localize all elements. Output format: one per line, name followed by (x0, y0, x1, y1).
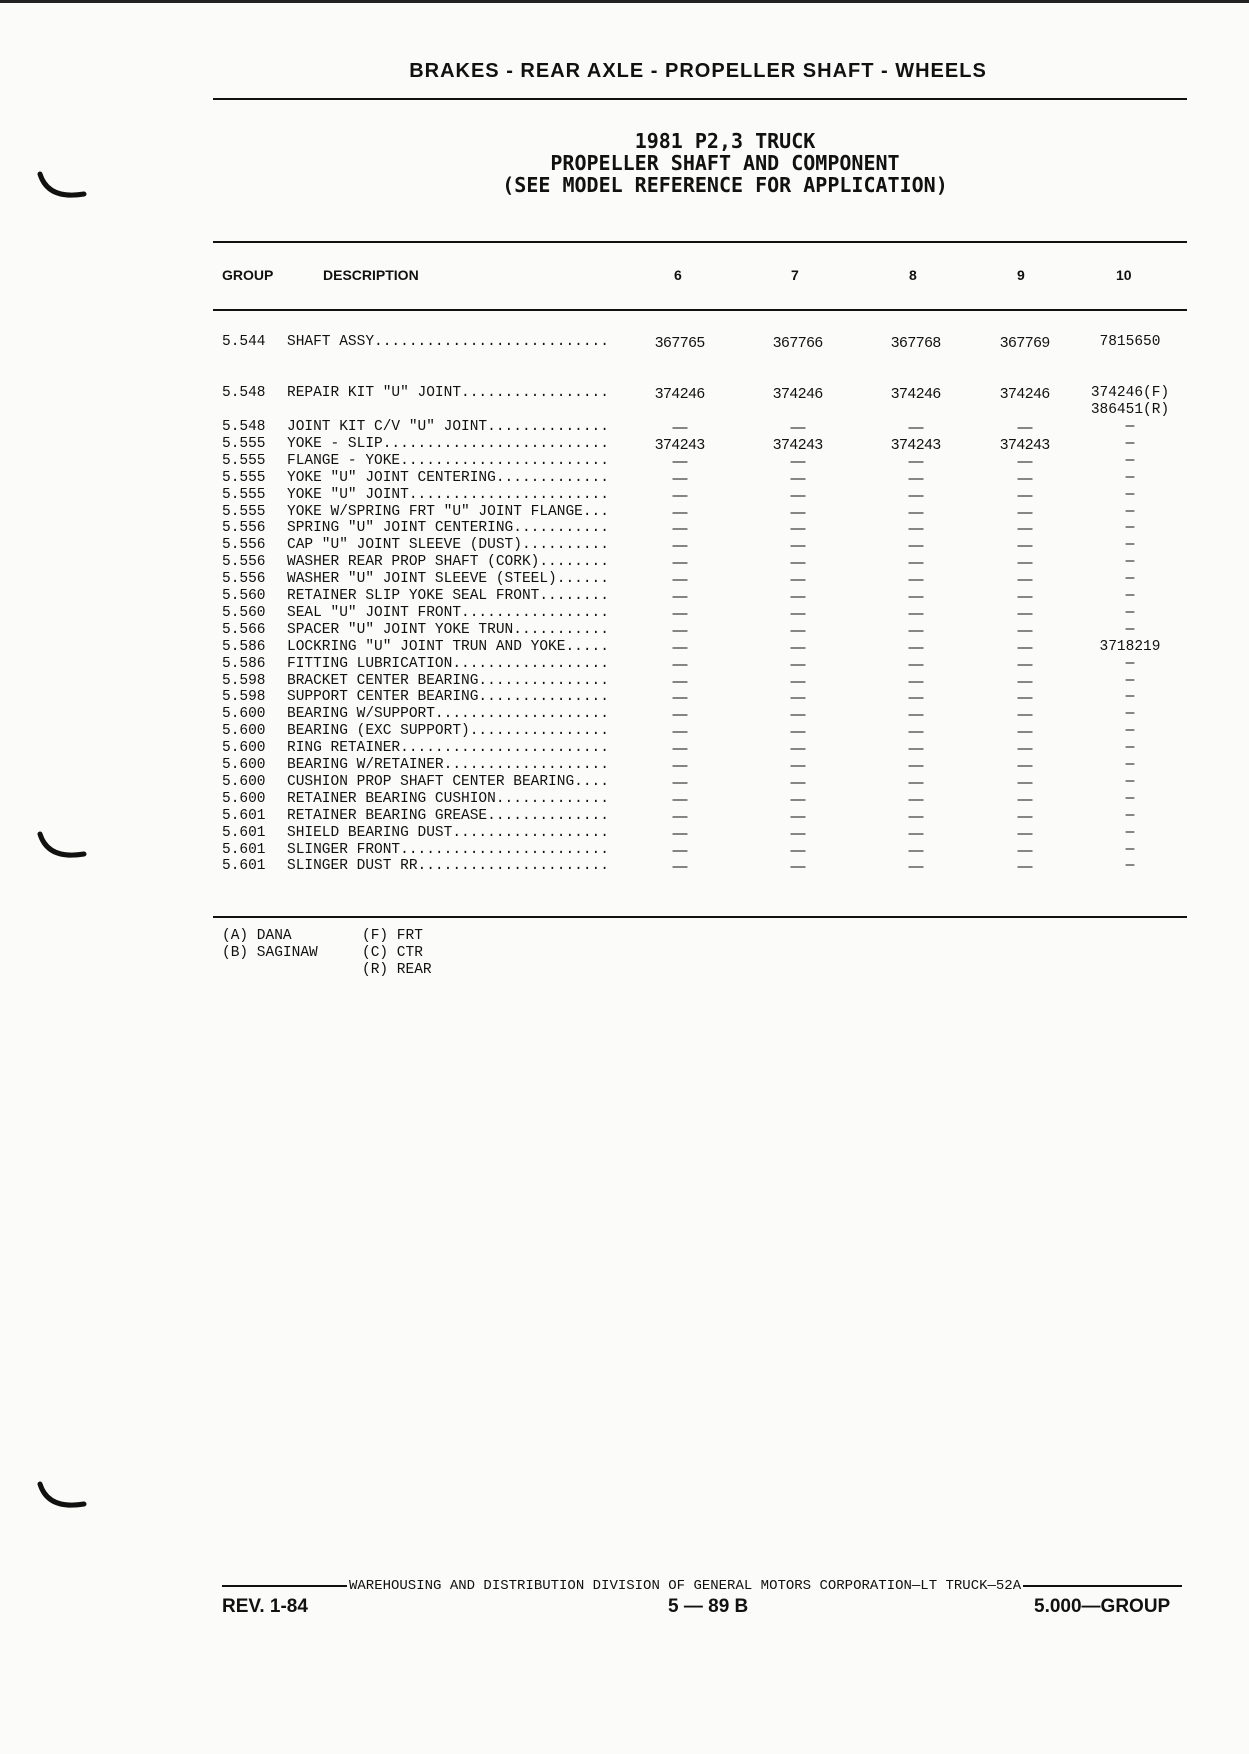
row-description: SLINGER FRONT........................ (287, 841, 609, 858)
row-part-number-col-6: — (672, 773, 688, 791)
row-part-number-col-8: — (908, 655, 924, 673)
table-row (0, 740, 1249, 757)
row-part-number-col-8: — (908, 740, 924, 758)
page-title-block (300, 130, 1150, 196)
row-description: SHIELD BEARING DUST.................. (287, 824, 609, 841)
row-part-number-col-9: — (1017, 773, 1033, 791)
row-part-number-col-8: — (908, 604, 924, 622)
row-part-number-col-9: 367769 (999, 334, 1051, 351)
row-part-number-col-8: — (908, 773, 924, 791)
row-part-number-col-8: — (908, 520, 924, 538)
row-part-number-col-7: — (790, 520, 806, 538)
row-part-number-col-6: — (672, 486, 688, 504)
footer-page-number: 5 — 89 B (668, 1596, 749, 1617)
col-header-6: 6 (674, 267, 682, 283)
row-part-number-col-7: — (790, 486, 806, 504)
row-part-number-col-10: — (1125, 486, 1135, 503)
row-part-number-col-7: — (790, 672, 806, 690)
row-part-number-col-6: — (672, 638, 688, 656)
row-group-code: 5.555 (222, 452, 266, 469)
row-part-number-col-10: 374246(F) (1090, 385, 1170, 401)
col-header-description: DESCRIPTION (323, 267, 419, 283)
table-row (0, 689, 1249, 706)
row-part-number-col-7: — (790, 571, 806, 589)
row-part-number-col-9: — (1017, 554, 1033, 572)
row-part-number-col-9: — (1017, 689, 1033, 707)
row-part-number-col-7: 374243 (772, 435, 824, 453)
row-part-number-col-10: — (1125, 757, 1135, 773)
footnotes-left (222, 928, 318, 962)
title-line-1: 1981 P2,3 TRUCK (634, 129, 816, 153)
row-part-number-col-6: 367765 (654, 334, 706, 351)
row-group-code: 5.555 (222, 469, 266, 486)
row-part-number-col-7: — (790, 773, 806, 791)
table-row (0, 774, 1249, 791)
row-part-number-col-6: — (672, 841, 688, 859)
row-part-number-col-6: 374243 (654, 435, 706, 453)
row-part-number-col-10: — (1125, 571, 1135, 588)
row-part-number-col-9: — (1017, 638, 1033, 656)
col-header-8: 8 (909, 267, 917, 283)
row-part-number-col-10: — (1125, 621, 1135, 638)
row-group-code: 5.600 (222, 773, 266, 790)
table-row (0, 605, 1249, 622)
row-group-code: 5.600 (222, 790, 266, 807)
table-row (0, 723, 1249, 740)
table-row (0, 842, 1249, 859)
row-part-number-col-8: — (908, 689, 924, 707)
row-group-code: 5.601 (222, 841, 266, 858)
row-group-code: 5.560 (222, 588, 266, 604)
footnote: (A) DANA (222, 928, 292, 944)
row-part-number-col-9: — (1017, 807, 1033, 825)
row-description: SHAFT ASSY........................... (287, 334, 609, 350)
row-part-number-col-7: — (790, 807, 806, 825)
row-part-number-col-8: — (908, 841, 924, 859)
row-group-code: 5.548 (222, 385, 266, 401)
row-description: BEARING W/RETAINER................... (287, 757, 609, 773)
row-part-number-col-7: — (790, 588, 806, 605)
row-description: FITTING LUBRICATION.................. (287, 655, 609, 672)
row-part-number-col-6: — (672, 469, 688, 487)
row-part-number-col-6: — (672, 706, 688, 724)
row-part-number-col-9: — (1017, 706, 1033, 724)
table-bottom-rule (213, 916, 1187, 918)
col-header-group: GROUP (222, 267, 274, 283)
row-part-number-col-8: 367768 (890, 334, 942, 351)
row-part-number-col-6: — (672, 419, 688, 436)
row-part-number-col-6: 374246 (654, 385, 706, 402)
row-group-code: 5.600 (222, 706, 266, 723)
row-group-code: 5.555 (222, 435, 266, 452)
row-part-number-col-10: — (1125, 554, 1135, 571)
row-description: SUPPORT CENTER BEARING............... (287, 689, 609, 706)
row-part-number-col-8: 374246 (890, 385, 942, 402)
col-header-7: 7 (791, 267, 799, 283)
table-row (0, 656, 1249, 673)
row-part-number-col-8: — (908, 419, 924, 436)
row-part-number-col-10: — (1125, 672, 1135, 689)
row-part-number-col-10: — (1125, 588, 1135, 604)
row-part-number-col-8: — (908, 824, 924, 842)
row-part-number-col-6: — (672, 571, 688, 589)
row-part-number-col-7: — (790, 503, 806, 521)
row-description: YOKE "U" JOINT CENTERING............. (287, 469, 609, 486)
row-group-code: 5.601 (222, 824, 266, 841)
row-part-number-col-6: — (672, 858, 688, 876)
row-part-number-col-9: — (1017, 588, 1033, 605)
row-part-number-col-8: — (908, 723, 924, 741)
row-part-number-col-6: — (672, 588, 688, 605)
row-part-number-col-10: — (1125, 419, 1135, 435)
table-row (0, 470, 1249, 487)
header-rule (213, 98, 1187, 100)
table-row (0, 858, 1249, 875)
row-description: SPACER "U" JOINT YOKE TRUN........... (287, 621, 609, 638)
row-description: FLANGE - YOKE........................ (287, 452, 609, 469)
table-row (0, 791, 1249, 808)
row-group-code: 5.560 (222, 604, 266, 621)
table-row (0, 537, 1249, 554)
row-part-number-col-8: — (908, 452, 924, 470)
title-line-3: (SEE MODEL REFERENCE FOR APPLICATION) (502, 173, 948, 197)
row-part-number-col-10: — (1125, 807, 1135, 824)
row-part-number-col-6: — (672, 554, 688, 572)
table-header-rule (213, 309, 1187, 311)
row-part-number-col-10: — (1125, 520, 1135, 537)
row-group-code: 5.598 (222, 672, 266, 689)
row-part-number-col-6: — (672, 655, 688, 673)
table-row (0, 639, 1249, 656)
row-part-number-col-10: — (1125, 689, 1135, 706)
row-description: RING RETAINER........................ (287, 740, 609, 757)
row-part-number-col-7: — (790, 757, 806, 774)
table-row (0, 334, 1249, 351)
table-row (0, 757, 1249, 774)
table-row (0, 588, 1249, 605)
row-description: SLINGER DUST RR...................... (287, 858, 609, 875)
col-header-10: 10 (1116, 267, 1132, 283)
row-part-number-col-7: — (790, 469, 806, 487)
section-title: BRAKES - REAR AXLE - PROPELLER SHAFT - WHEELS (409, 60, 987, 82)
row-group-code: 5.600 (222, 757, 266, 773)
row-part-number-col-6: — (672, 452, 688, 470)
row-group-code: 5.586 (222, 655, 266, 672)
row-description: YOKE - SLIP.......................... (287, 435, 609, 452)
row-part-number-col-7: — (790, 604, 806, 622)
table-row (0, 504, 1249, 521)
row-part-number-col-9: — (1017, 858, 1033, 876)
table-row (0, 436, 1249, 453)
row-part-number-col-6: — (672, 604, 688, 622)
row-part-number-col-7: — (790, 452, 806, 470)
row-description: SPRING "U" JOINT CENTERING........... (287, 520, 609, 537)
row-group-code: 5.548 (222, 419, 266, 435)
row-part-number-col-10: — (1125, 452, 1135, 469)
table-top-rule (213, 241, 1187, 243)
row-part-number-col-6: — (672, 824, 688, 842)
row-part-number-col-6: — (672, 757, 688, 774)
row-description: RETAINER BEARING CUSHION............. (287, 790, 609, 807)
row-part-number-col-6: — (672, 790, 688, 808)
row-part-number-col-9: — (1017, 672, 1033, 690)
footer-division: WAREHOUSING AND DISTRIBUTION DIVISION OF GENERAL MOTORS CORPORATION—LT TRUCK—52A (349, 1578, 1022, 1594)
row-part-number-col-7: — (790, 638, 806, 656)
title-line-2: PROPELLER SHAFT AND COMPONENT (550, 151, 900, 175)
row-part-number-col-10: — (1125, 604, 1135, 621)
row-part-number-col-10: — (1125, 790, 1135, 807)
row-part-number-col-7: — (790, 706, 806, 724)
row-group-code: 5.586 (222, 638, 266, 655)
row-part-number-col-10: — (1125, 537, 1135, 554)
row-part-number-col-7: — (790, 537, 806, 555)
row-description: BEARING (EXC SUPPORT)................ (287, 723, 609, 740)
row-group-code: 5.556 (222, 554, 266, 571)
row-part-number-col-7: — (790, 824, 806, 842)
table-row (0, 520, 1249, 537)
row-part-number-col-6: — (672, 621, 688, 639)
row-part-number-col-9: — (1017, 655, 1033, 673)
table-row (0, 554, 1249, 571)
row-part-number-col-10: — (1125, 435, 1135, 452)
row-part-number-col-8: — (908, 672, 924, 690)
row-part-number-col-7: — (790, 689, 806, 707)
row-part-number-col-9: — (1017, 419, 1033, 436)
row-part-number-col-9: — (1017, 452, 1033, 470)
row-part-number-col-7: — (790, 621, 806, 639)
table-row (0, 453, 1249, 470)
row-part-number-col-9: — (1017, 469, 1033, 487)
row-part-number-col-9: — (1017, 841, 1033, 859)
row-part-number-col-8: — (908, 571, 924, 589)
table-row (0, 419, 1249, 436)
row-group-code: 5.555 (222, 486, 266, 503)
row-description: WASHER "U" JOINT SLEEVE (STEEL)...... (287, 571, 609, 588)
row-part-number-col-10: — (1125, 723, 1135, 740)
row-part-number-col-8: — (908, 621, 924, 639)
row-part-number-col-9: — (1017, 790, 1033, 808)
footnote: (R) REAR (362, 962, 432, 978)
row-part-number-col-10: — (1125, 824, 1135, 841)
row-group-code: 5.566 (222, 621, 266, 638)
footer-group: 5.000—GROUP (1034, 1596, 1171, 1617)
row-description: LOCKRING "U" JOINT TRUN AND YOKE..... (287, 638, 609, 655)
row-part-number-col-7: — (790, 419, 806, 436)
row-part-number-col-10: — (1125, 655, 1135, 672)
row-description: BRACKET CENTER BEARING............... (287, 672, 609, 689)
row-group-code: 5.555 (222, 503, 266, 520)
row-part-number-col-10: — (1125, 841, 1135, 858)
row-part-number-col-9: — (1017, 824, 1033, 842)
row-description: REPAIR KIT "U" JOINT................. (287, 385, 609, 401)
row-part-number-col-8: — (908, 503, 924, 521)
footnotes-right (362, 928, 432, 979)
row-part-number-col-7: 374246 (772, 385, 824, 402)
table-row (0, 571, 1249, 588)
row-description: YOKE W/SPRING FRT "U" JOINT FLANGE... (287, 503, 609, 520)
row-part-number-col-7: — (790, 554, 806, 572)
row-part-number-col-6: — (672, 723, 688, 741)
row-part-number-col-9: — (1017, 604, 1033, 622)
row-group-code: 5.601 (222, 858, 266, 875)
footnote: (F) FRT (362, 928, 423, 944)
row-part-number-col-10-secondary: 386451(R) (1090, 402, 1170, 418)
row-part-number-col-6: — (672, 503, 688, 521)
row-group-code: 5.544 (222, 334, 266, 350)
footer-division-line (222, 1578, 1182, 1594)
row-part-number-col-10: — (1125, 469, 1135, 486)
row-part-number-col-6: — (672, 807, 688, 825)
row-group-code: 5.598 (222, 689, 266, 706)
row-description: RETAINER SLIP YOKE SEAL FRONT........ (287, 588, 609, 604)
table-row (0, 385, 1249, 418)
row-group-code: 5.600 (222, 723, 266, 740)
table-row (0, 622, 1249, 639)
row-description: SEAL "U" JOINT FRONT................. (287, 604, 609, 621)
col-header-9: 9 (1017, 267, 1025, 283)
row-part-number-col-9: — (1017, 571, 1033, 589)
row-description: WASHER REAR PROP SHAFT (CORK)........ (287, 554, 609, 571)
row-part-number-col-6: — (672, 672, 688, 690)
row-part-number-col-6: — (672, 537, 688, 555)
row-description: RETAINER BEARING GREASE.............. (287, 807, 609, 824)
row-part-number-col-6: — (672, 740, 688, 758)
row-description: JOINT KIT C/V "U" JOINT.............. (287, 419, 609, 435)
footer-revision: REV. 1-84 (222, 1596, 308, 1617)
binder-hole-mark-icon (36, 1480, 88, 1512)
footnote: (C) CTR (362, 945, 423, 961)
row-part-number-col-9: — (1017, 740, 1033, 758)
row-part-number-col-9: — (1017, 486, 1033, 504)
row-part-number-col-8: — (908, 858, 924, 876)
row-description: CAP "U" JOINT SLEEVE (DUST).......... (287, 537, 609, 554)
row-part-number-col-10: — (1125, 740, 1135, 757)
row-group-code: 5.556 (222, 571, 266, 588)
row-part-number-col-9: — (1017, 537, 1033, 555)
row-part-number-col-9: — (1017, 503, 1033, 521)
row-part-number-col-10: — (1125, 773, 1135, 790)
footnote: (B) SAGINAW (222, 945, 318, 961)
row-part-number-col-7: — (790, 790, 806, 808)
row-description: YOKE "U" JOINT....................... (287, 486, 609, 503)
row-group-code: 5.556 (222, 537, 266, 554)
row-part-number-col-9: — (1017, 621, 1033, 639)
row-part-number-col-7: 367766 (772, 334, 824, 351)
row-part-number-col-8: — (908, 638, 924, 656)
row-part-number-col-9: — (1017, 520, 1033, 538)
row-group-code: 5.601 (222, 807, 266, 824)
row-part-number-col-10: 3718219 (1099, 638, 1161, 655)
page-top-edge (0, 0, 1249, 3)
row-part-number-col-10: 7815650 (1099, 334, 1161, 350)
row-description: BEARING W/SUPPORT.................... (287, 706, 609, 723)
table-row (0, 487, 1249, 504)
row-part-number-col-9: — (1017, 757, 1033, 774)
row-part-number-col-6: — (672, 689, 688, 707)
table-row (0, 706, 1249, 723)
row-part-number-col-7: — (790, 655, 806, 673)
row-part-number-col-8: — (908, 588, 924, 605)
row-part-number-col-8: — (908, 790, 924, 808)
row-part-number-col-8: — (908, 706, 924, 724)
row-part-number-col-7: — (790, 740, 806, 758)
row-part-number-col-9: 374243 (999, 435, 1051, 453)
row-description: CUSHION PROP SHAFT CENTER BEARING.... (287, 773, 609, 790)
row-part-number-col-8: — (908, 807, 924, 825)
row-part-number-col-6: — (672, 520, 688, 538)
row-part-number-col-8: — (908, 486, 924, 504)
row-part-number-col-7: — (790, 841, 806, 859)
row-group-code: 5.556 (222, 520, 266, 537)
row-part-number-col-8: — (908, 537, 924, 555)
table-row (0, 808, 1249, 825)
row-part-number-col-10: — (1125, 706, 1135, 723)
row-part-number-col-8: — (908, 469, 924, 487)
row-part-number-col-9: — (1017, 723, 1033, 741)
row-part-number-col-8: 374243 (890, 435, 942, 453)
binder-hole-mark-icon (36, 170, 88, 202)
row-part-number-col-7: — (790, 858, 806, 876)
row-part-number-col-8: — (908, 757, 924, 774)
row-part-number-col-8: — (908, 554, 924, 572)
row-group-code: 5.600 (222, 740, 266, 757)
table-row (0, 673, 1249, 690)
row-part-number-col-10: — (1125, 858, 1135, 875)
row-part-number-col-7: — (790, 723, 806, 741)
row-part-number-col-10: — (1125, 503, 1135, 520)
row-part-number-col-9: 374246 (999, 385, 1051, 402)
table-row (0, 825, 1249, 842)
